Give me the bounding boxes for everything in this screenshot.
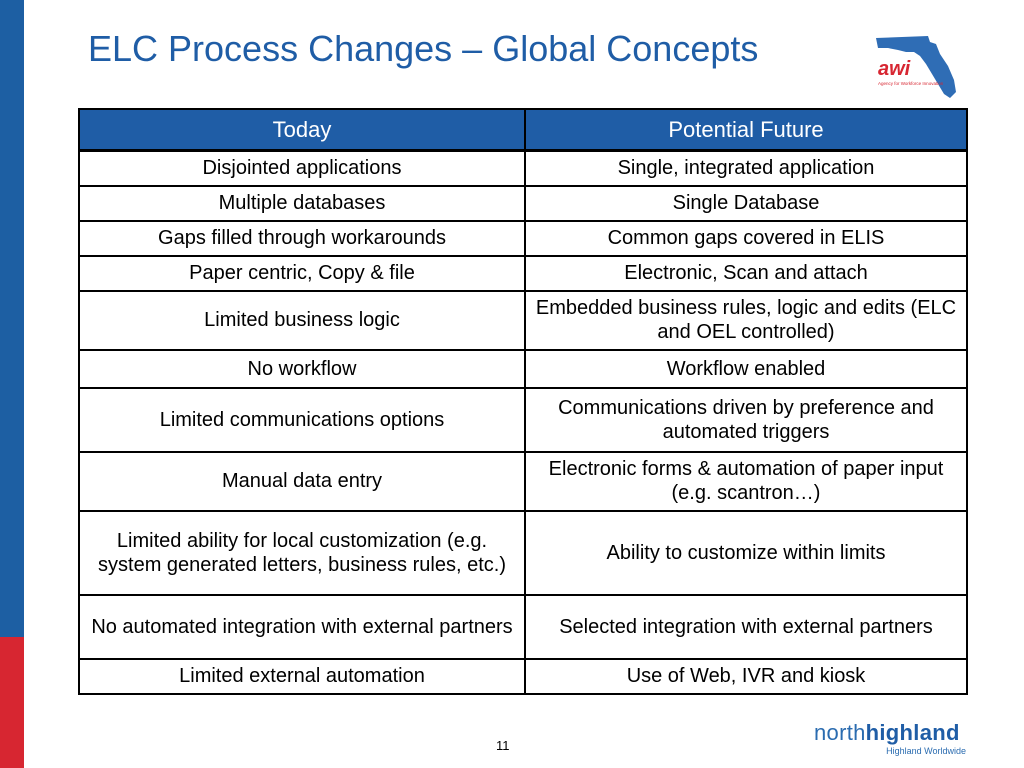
- cell-today: Limited communications options: [79, 388, 525, 452]
- cell-future: Communications driven by preference and automated triggers: [525, 388, 967, 452]
- table-row: [79, 256, 967, 291]
- northhighland-logo: [814, 720, 974, 762]
- cell-future: Single Database: [525, 186, 967, 221]
- cell-today: Disjointed applications: [79, 151, 525, 186]
- cell-future: Electronic forms & automation of paper input (e.g. scantron…): [525, 452, 967, 511]
- table-header-row: [79, 109, 967, 151]
- cell-future: Embedded business rules, logic and edits (ELC and OEL controlled): [525, 291, 967, 350]
- table-row: [79, 291, 967, 350]
- table-row: [79, 511, 967, 595]
- northhighland-wordmark: northhighland: [814, 720, 960, 745]
- table-row: [79, 659, 967, 694]
- table-row: [79, 350, 967, 388]
- cell-future: Single, integrated application: [525, 151, 967, 186]
- awi-wordmark: awi: [878, 58, 911, 80]
- side-bar-red: [0, 637, 24, 768]
- cell-today: Gaps filled through workarounds: [79, 221, 525, 256]
- cell-today: Limited ability for local customization (e.g. system generated letters, business rules, etc.): [79, 511, 525, 595]
- slide-title: ELC Process Changes – Global Concepts: [88, 28, 759, 69]
- cell-future: Workflow enabled: [525, 350, 967, 388]
- florida-map-icon: [870, 30, 960, 106]
- header-potential-future: Potential Future: [525, 109, 967, 151]
- cell-today: No automated integration with external partners: [79, 595, 525, 659]
- cell-today: Manual data entry: [79, 452, 525, 511]
- cell-today: Limited external automation: [79, 659, 525, 694]
- awi-logo: [870, 30, 960, 106]
- comparison-table: [78, 108, 968, 695]
- cell-future: Electronic, Scan and attach: [525, 256, 967, 291]
- side-bar-blue: [0, 0, 24, 637]
- cell-today: No workflow: [79, 350, 525, 388]
- cell-future: Selected integration with external partners: [525, 595, 967, 659]
- cell-today: Multiple databases: [79, 186, 525, 221]
- table-row: [79, 388, 967, 452]
- table-row: [79, 452, 967, 511]
- header-today: Today: [79, 109, 525, 151]
- page-number: 11: [496, 738, 510, 753]
- table-row: [79, 186, 967, 221]
- awi-tagline: Agency for Workforce Innovation: [878, 81, 944, 86]
- cell-today: Limited business logic: [79, 291, 525, 350]
- cell-future: Common gaps covered in ELIS: [525, 221, 967, 256]
- table-row: [79, 221, 967, 256]
- cell-future: Ability to customize within limits: [525, 511, 967, 595]
- cell-future: Use of Web, IVR and kiosk: [525, 659, 967, 694]
- table-row: [79, 151, 967, 186]
- table-row: [79, 595, 967, 659]
- northhighland-tagline: Highland Worldwide: [886, 746, 966, 756]
- cell-today: Paper centric, Copy & file: [79, 256, 525, 291]
